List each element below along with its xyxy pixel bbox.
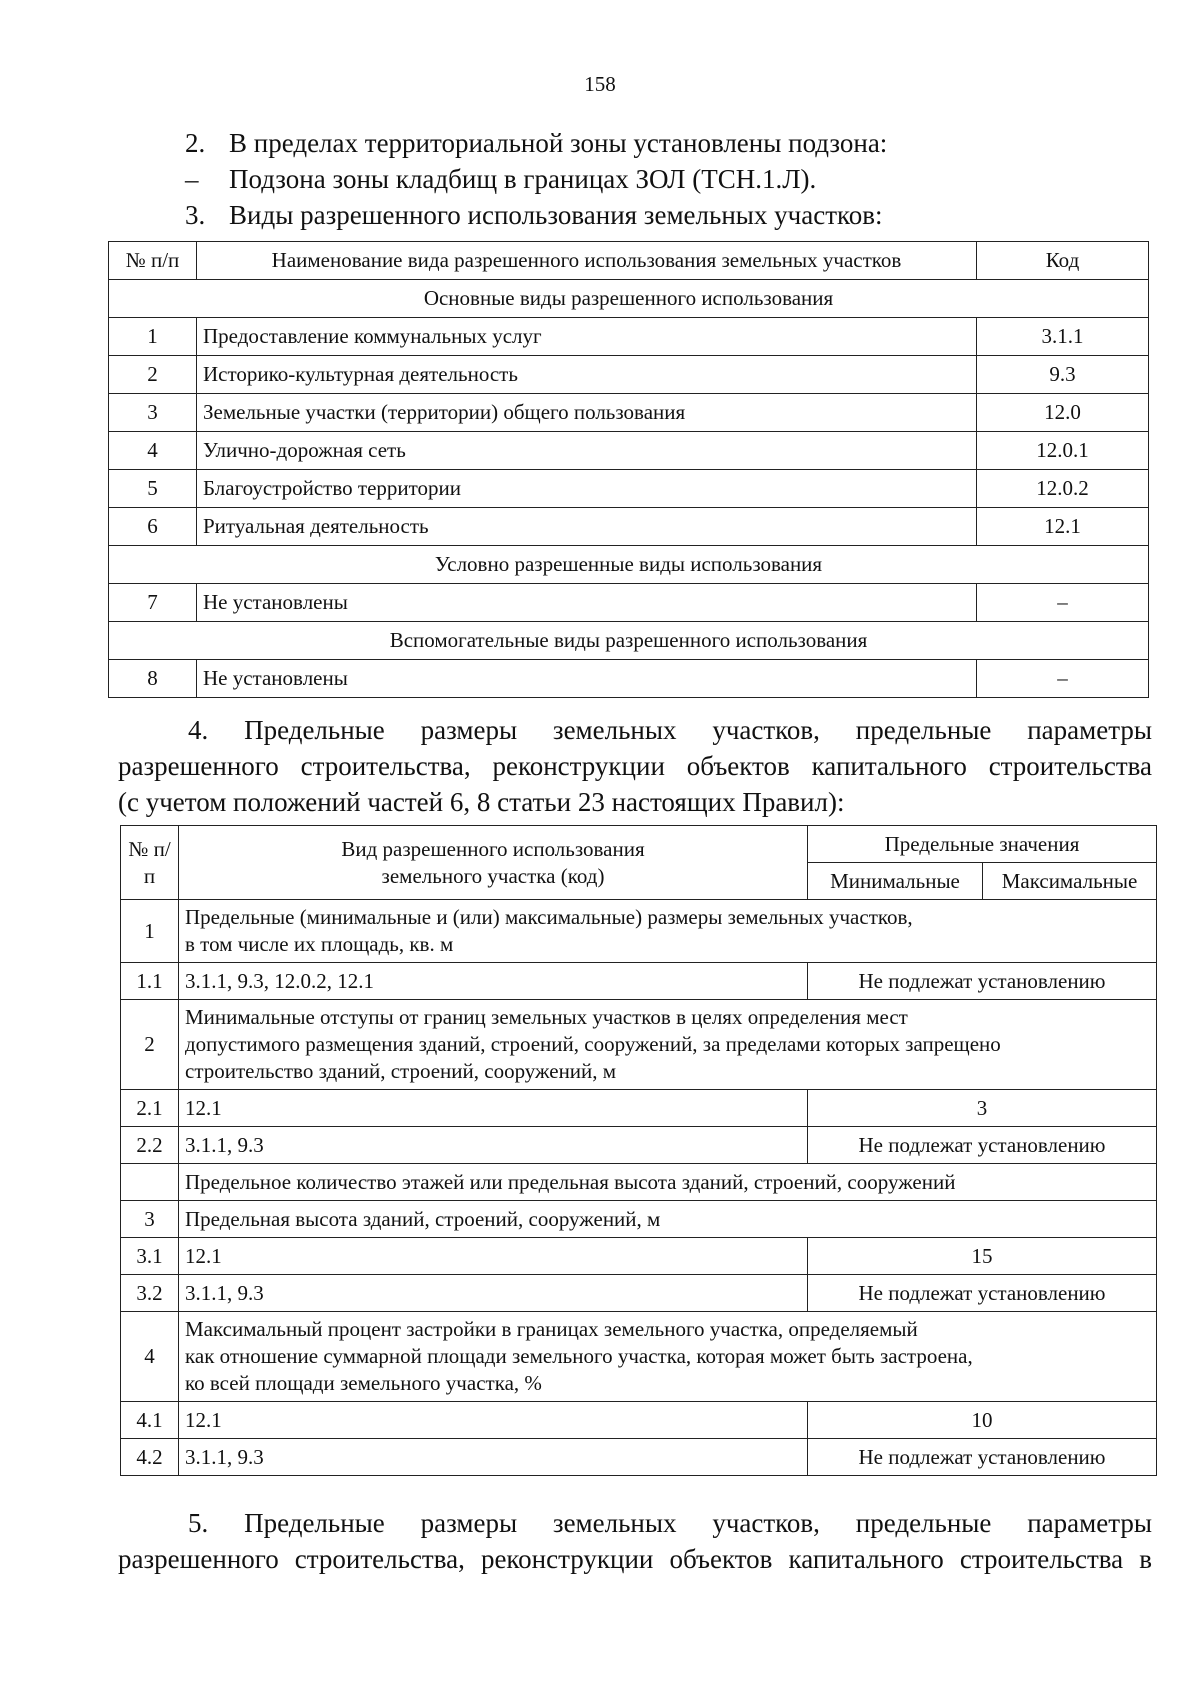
use-name: Ритуальная деятельность <box>197 508 977 546</box>
limit-value: Не подлежат установлению <box>808 1275 1157 1312</box>
table-row <box>121 1000 1157 1090</box>
parameter-line: как отношение суммарной площади земельного участка, которая может быть застроена, <box>185 1344 973 1368</box>
use-name: Не установлены <box>197 584 977 622</box>
list-number: 2. <box>185 128 206 158</box>
row-number: 2 <box>109 356 197 394</box>
use-code: – <box>977 660 1149 698</box>
table-row <box>121 1238 1157 1275</box>
paragraph-5-line1: 5. Предельные размеры земельных участков, предельные параметры <box>188 1508 1152 1538</box>
use-code: 9.3 <box>977 356 1149 394</box>
table-row <box>109 394 1149 432</box>
parameter-line: Предельные (минимальные и (или) максимальные) размеры земельных участков, <box>185 905 913 929</box>
use-codes: 12.1 <box>179 1090 808 1127</box>
table-row <box>109 584 1149 622</box>
parameter-text: Предельное количество этажей или предельная высота зданий, строений, сооружений <box>179 1164 1157 1201</box>
table-row <box>109 432 1149 470</box>
header-cell: Наименование вида разрешенного использования земельных участков <box>197 242 977 280</box>
header-use-type <box>179 826 808 900</box>
paragraph-4-line3: (с учетом положений частей 6, 8 статьи 23 настоящих Правил): <box>118 787 845 817</box>
row-number: 1 <box>121 900 179 963</box>
use-name: Историко-культурная деятельность <box>197 356 977 394</box>
use-name: Предоставление коммунальных услуг <box>197 318 977 356</box>
section-row <box>109 546 1149 584</box>
row-number: 4.2 <box>121 1439 179 1476</box>
row-number: 1 <box>109 318 197 356</box>
row-number: 2.2 <box>121 1127 179 1164</box>
section-title: Условно разрешенные виды использования <box>109 546 1149 584</box>
use-code: 12.1 <box>977 508 1149 546</box>
use-code: 12.0.1 <box>977 432 1149 470</box>
header-number: № п/п <box>121 826 179 900</box>
header-cell: Код <box>977 242 1149 280</box>
parameter-text: Предельная высота зданий, строений, сооружений, м <box>179 1201 1157 1238</box>
table-row <box>121 1090 1157 1127</box>
section-row <box>109 280 1149 318</box>
limit-value: Не подлежат установлению <box>808 1127 1157 1164</box>
section-title: Вспомогательные виды разрешенного использования <box>109 622 1149 660</box>
sublist-item <box>185 161 1085 197</box>
parameter-line: в том числе их площадь, кв. м <box>185 932 454 956</box>
limit-value: Не подлежат установлению <box>808 1439 1157 1476</box>
table-row <box>121 1439 1157 1476</box>
table-row <box>121 1201 1157 1238</box>
list-item-2 <box>185 125 1085 161</box>
limit-value: Не подлежат установлению <box>808 963 1157 1000</box>
row-number: 3 <box>109 394 197 432</box>
use-name: Земельные участки (территории) общего пользования <box>197 394 977 432</box>
limits-table <box>120 825 1157 1476</box>
parameter-line: Минимальные отступы от границ земельных участков в целях определения мест <box>185 1005 908 1029</box>
limit-value: 10 <box>808 1402 1157 1439</box>
table-row <box>121 1312 1157 1402</box>
use-codes: 12.1 <box>179 1402 808 1439</box>
section-title: Основные виды разрешенного использования <box>109 280 1149 318</box>
parameter-text <box>179 900 1157 963</box>
table-row <box>121 1164 1157 1201</box>
row-number: 3.1 <box>121 1238 179 1275</box>
header-limits: Предельные значения <box>808 826 1157 863</box>
header-max: Максимальные <box>983 863 1157 900</box>
list-item-3 <box>185 197 1085 233</box>
header-use-type-line2: земельного участка (код) <box>381 863 605 888</box>
table-row <box>121 963 1157 1000</box>
use-codes: 3.1.1, 9.3 <box>179 1275 808 1312</box>
row-number: 4 <box>121 1312 179 1402</box>
use-codes: 12.1 <box>179 1238 808 1275</box>
limit-value: 15 <box>808 1238 1157 1275</box>
table-row <box>109 470 1149 508</box>
header-use-type-line1: Вид разрешенного использования <box>341 836 645 861</box>
use-code: 12.0.2 <box>977 470 1149 508</box>
dash-marker: – <box>185 164 199 194</box>
list-text: В пределах территориальной зоны установлены подзона: <box>229 128 888 158</box>
use-code: 3.1.1 <box>977 318 1149 356</box>
sublist-text: Подзона зоны кладбищ в границах ЗОЛ (ТСН.1.Л). <box>229 164 817 194</box>
use-code: 12.0 <box>977 394 1149 432</box>
row-number: 6 <box>109 508 197 546</box>
parameter-text <box>179 1312 1157 1402</box>
row-number: 3 <box>121 1201 179 1238</box>
page-number: 158 <box>584 72 616 96</box>
table-row <box>109 660 1149 698</box>
row-number: 2.1 <box>121 1090 179 1127</box>
paragraph-4-line1: 4. Предельные размеры земельных участков, предельные параметры <box>188 715 1152 745</box>
use-codes: 3.1.1, 9.3, 12.0.2, 12.1 <box>179 963 808 1000</box>
row-number: 5 <box>109 470 197 508</box>
table-row <box>109 508 1149 546</box>
parameter-line: допустимого размещения зданий, строений, сооружений, за пределами которых запрещено <box>185 1032 1001 1056</box>
table-row <box>121 1275 1157 1312</box>
row-number: 7 <box>109 584 197 622</box>
row-number: 2 <box>121 1000 179 1090</box>
list-text: Виды разрешенного использования земельных участков: <box>229 200 883 230</box>
header-min: Минимальные <box>808 863 983 900</box>
paragraph-5-line2: разрешенного строительства, реконструкции объектов капитального строительства в <box>118 1544 1152 1574</box>
section-row <box>109 622 1149 660</box>
parameter-text <box>179 1000 1157 1090</box>
list-number: 3. <box>185 200 206 230</box>
paragraph-4-line2: разрешенного строительства, реконструкции объектов капитального строительства <box>118 751 1152 781</box>
row-number: 1.1 <box>121 963 179 1000</box>
permitted-uses-table <box>108 241 1149 698</box>
table-row <box>109 318 1149 356</box>
use-name: Не установлены <box>197 660 977 698</box>
row-number: 4.1 <box>121 1402 179 1439</box>
header-cell: № п/п <box>109 242 197 280</box>
use-codes: 3.1.1, 9.3 <box>179 1439 808 1476</box>
use-name: Благоустройство территории <box>197 470 977 508</box>
table-row <box>109 356 1149 394</box>
row-number: 3.2 <box>121 1275 179 1312</box>
table-header-row <box>121 826 1157 863</box>
row-number: 4 <box>109 432 197 470</box>
parameter-line: Максимальный процент застройки в границах земельного участка, определяемый <box>185 1317 918 1341</box>
limit-value: 3 <box>808 1090 1157 1127</box>
use-codes: 3.1.1, 9.3 <box>179 1127 808 1164</box>
parameter-line: строительство зданий, строений, сооружений, м <box>185 1059 617 1083</box>
row-number: 8 <box>109 660 197 698</box>
row-number-empty <box>121 1164 179 1201</box>
use-code: – <box>977 584 1149 622</box>
table-header-row <box>109 242 1149 280</box>
table-row <box>121 1402 1157 1439</box>
table-row <box>121 900 1157 963</box>
parameter-line: ко всей площади земельного участка, % <box>185 1371 542 1395</box>
use-name: Улично-дорожная сеть <box>197 432 977 470</box>
table-row <box>121 1127 1157 1164</box>
